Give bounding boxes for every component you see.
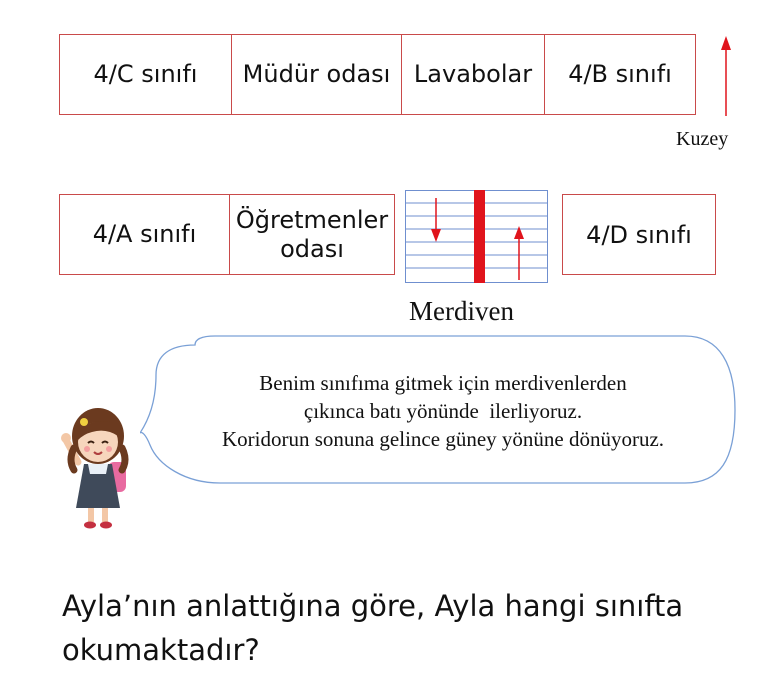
top-room-row	[59, 34, 696, 115]
speech-line-1: Benim sınıfıma gitmek için merdivenlerden	[259, 371, 627, 395]
room-teachers-label: Öğretmenler odası	[235, 205, 389, 263]
room-4b	[544, 34, 696, 115]
room-restrooms-label: Lavabolar	[413, 60, 533, 89]
question-line-2: okumaktadır?	[62, 633, 260, 667]
north-arrow-icon	[716, 34, 736, 119]
room-teachers	[229, 194, 395, 275]
room-4d-label: 4/D sınıfı	[586, 220, 692, 249]
question-line-1: Ayla’nın anlattığına göre, Ayla hangi sınıfta	[62, 589, 684, 623]
room-4b-label: 4/B sınıfı	[568, 60, 672, 89]
stairs-label: Merdiven	[409, 296, 514, 326]
room-4d	[562, 194, 716, 275]
speech-line-3: Koridorun sonuna gelince güney yönüne dönüyoruz.	[221, 427, 665, 451]
bottom-room-row	[59, 194, 395, 275]
speech-text	[158, 369, 728, 453]
girl-character-icon	[58, 400, 140, 532]
room-4a	[59, 194, 229, 275]
question-text	[62, 584, 742, 672]
room-restrooms	[401, 34, 544, 115]
room-principal	[231, 34, 401, 115]
stairs-diagram	[405, 190, 548, 283]
room-principal-label: Müdür odası	[242, 60, 391, 89]
room-4c-label: 4/C sınıfı	[93, 60, 198, 89]
room-4a-label: 4/A sınıfı	[92, 220, 197, 249]
north-label: Kuzey	[676, 128, 729, 150]
room-4c	[59, 34, 231, 115]
speech-line-2: çıkınca batı yönünde ilerliyoruz.	[303, 399, 583, 423]
